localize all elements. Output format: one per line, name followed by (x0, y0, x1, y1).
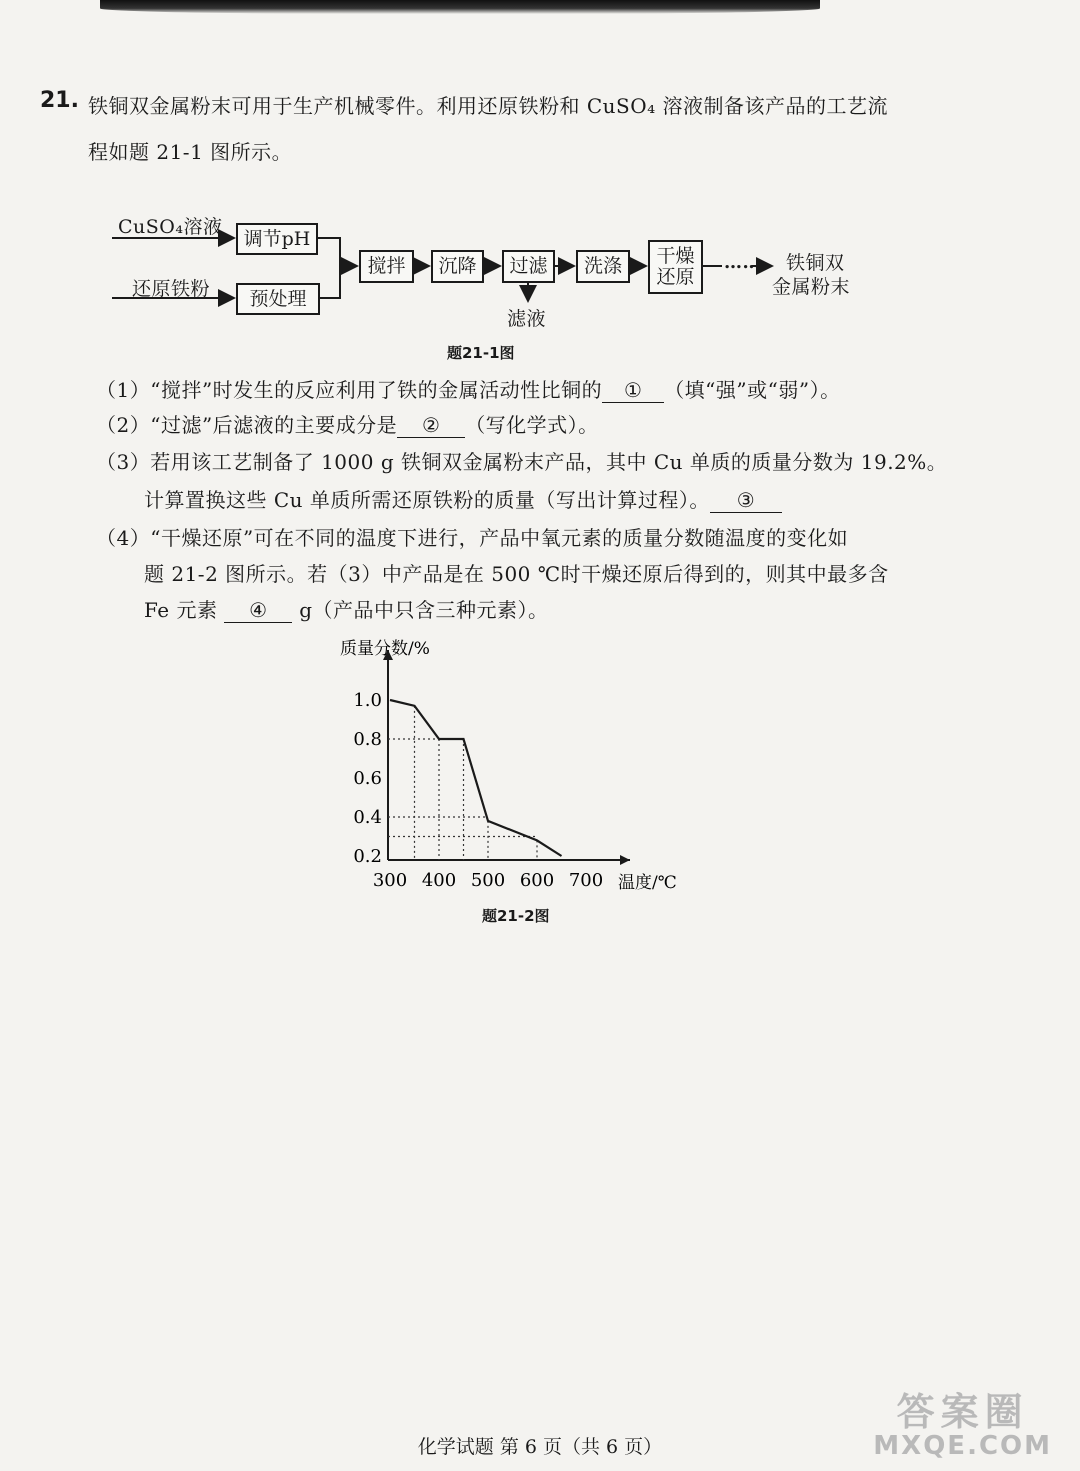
part-1 (96, 374, 841, 403)
x-axis-title: 温度/℃ (618, 873, 677, 893)
flow-dots: …… (724, 252, 761, 273)
part-2-hint: （写化学式）。 (465, 413, 599, 437)
label-fe-powder: 还原铁粉 (132, 278, 211, 300)
figure-21-1-caption: 题21-1图 (447, 344, 515, 362)
part-2-text: （2）“过滤”后滤液的主要成分是 (96, 413, 398, 437)
part-4-line-3 (144, 594, 549, 623)
part-4-text: Fe 元素 (144, 598, 218, 622)
page-footer: 化学试题 第 6 页（共 6 页） (417, 1436, 663, 1458)
intro-line-2: 程如题 21-1 图所示。 (88, 140, 293, 164)
part-3-text: 计算置换这些 Cu 单质所需还原铁粉的质量（写出计算过程）。 (144, 488, 710, 512)
watermark-url: MXQE.COM (873, 1431, 1052, 1461)
box-adjust-ph-label: 调节pH (243, 227, 311, 250)
watermark (873, 1390, 1052, 1461)
box-stir (359, 250, 414, 283)
x-tick-label-3: 600 (519, 870, 555, 891)
box-wash (576, 250, 630, 283)
product-label-1: 铁铜双 (786, 252, 845, 274)
question-number: 21. (40, 88, 79, 113)
part-1-text: （1）“搅拌”时发生的反应利用了铁的金属活动性比铜的 (96, 378, 603, 402)
y-tick-label-0: 0.2 (353, 846, 382, 867)
x-tick-label-4: 700 (568, 870, 604, 891)
box-pretreat (236, 283, 320, 315)
part-4-line-2: 题 21-2 图所示。若（3）中产品是在 500 ℃时干燥还原后得到的，则其中最多含 (144, 562, 889, 586)
blank-3: ③ (710, 488, 782, 513)
box-settle-label: 沉降 (438, 255, 477, 278)
x-tick-label-2: 500 (470, 870, 506, 891)
box-dry-label-1: 干燥 (656, 245, 695, 268)
box-adjust-ph (236, 223, 318, 255)
blank-2: ② (397, 413, 465, 438)
blank-1: ① (602, 378, 664, 403)
figure-21-2-chart (300, 630, 720, 900)
box-dry-label-2: 还原 (656, 266, 695, 288)
box-settle (431, 250, 484, 283)
y-tick-label-2: 0.6 (353, 768, 382, 789)
y-tick-label-4: 1.0 (353, 690, 382, 711)
box-pretreat-label: 预处理 (249, 287, 307, 310)
label-filtrate: 滤液 (507, 308, 547, 330)
figure-21-2-caption: 题21-2图 (482, 907, 550, 925)
box-stir-label: 搅拌 (367, 255, 406, 278)
watermark-logo-text: 答案圈 (896, 1390, 1029, 1434)
part-4-line-1: （4）“干燥还原”可在不同的温度下进行，产品中氧元素的质量分数随温度的变化如 (96, 526, 849, 550)
part-3-line-2 (144, 484, 782, 513)
y-tick-label-1: 0.4 (353, 807, 382, 828)
blank-4: ④ (224, 598, 292, 623)
intro-line-1: 铁铜双金属粉末可用于生产机械零件。利用还原铁粉和 CuSO₄ 溶液制备该产品的工艺流 (88, 94, 889, 118)
x-tick-label-0: 300 (372, 870, 408, 891)
x-axis-arrow (620, 855, 630, 865)
box-wash-label: 洗涤 (583, 255, 622, 278)
box-filter (502, 250, 555, 283)
box-filter-label: 过滤 (509, 255, 548, 278)
y-tick-label-3: 0.8 (353, 729, 382, 750)
part-4-hint: g（产品中只含三种元素）。 (299, 598, 549, 622)
merge-bracket (318, 238, 340, 298)
label-cuso4: CuSO₄溶液 (118, 216, 223, 238)
product-label-2: 金属粉末 (772, 276, 851, 298)
series-line (390, 700, 562, 856)
part-3-line-1: （3）若用该工艺制备了 1000 g 铁铜双金属粉末产品，其中 Cu 单质的质量分数为 19.2%。 (96, 450, 948, 474)
x-tick-label-1: 400 (421, 870, 457, 891)
part-1-hint: （填“强”或“弱”）。 (664, 378, 841, 402)
y-axis-title: 质量分数/% (340, 639, 430, 659)
box-dry-reduce (648, 240, 703, 294)
part-2 (96, 409, 599, 438)
